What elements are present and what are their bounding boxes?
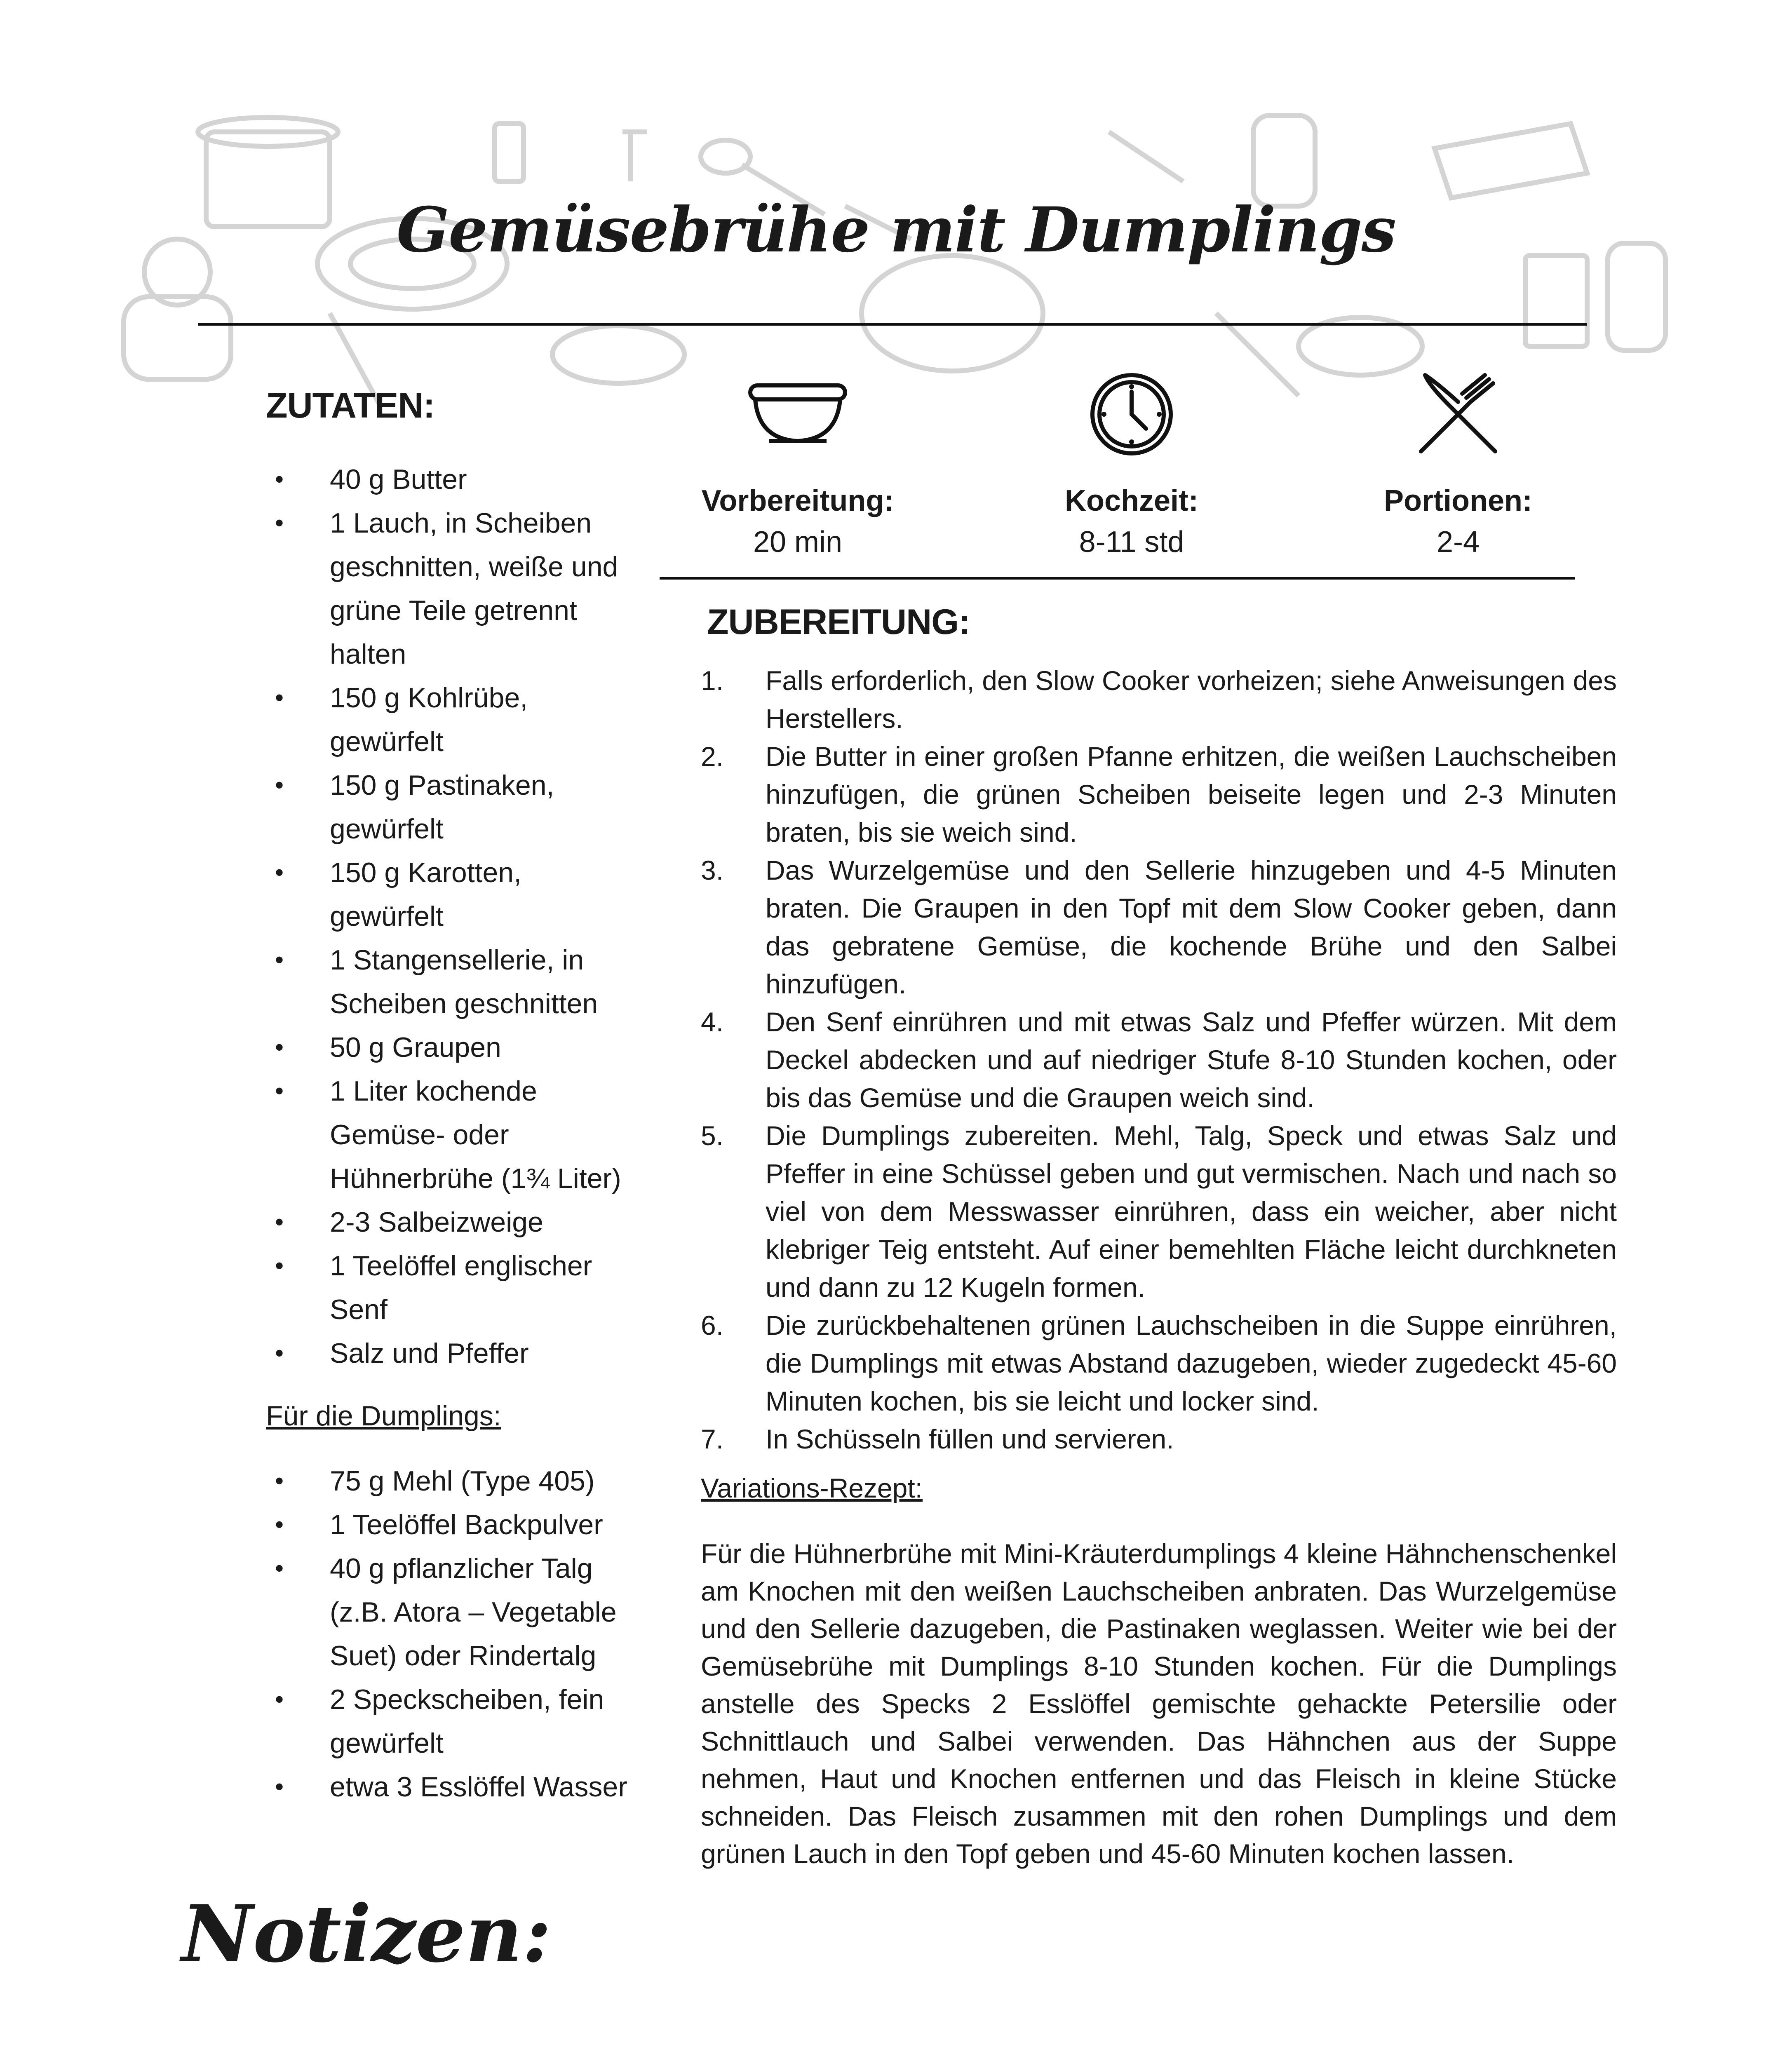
servings-block — [1334, 367, 1582, 563]
step-number: 1. — [701, 665, 724, 696]
list-item: • 2 Speckscheiben, fein gewürfelt — [266, 1678, 637, 1765]
list-item — [701, 737, 1617, 851]
list-item: • 40 g Butter — [266, 458, 637, 501]
step-number: 6. — [701, 1310, 724, 1340]
list-item: • 1 Liter kochende Gemüse- oder Hühnerbrühe (1¾ Liter) — [266, 1069, 637, 1200]
list-item: • 150 g Karotten, gewürfelt — [266, 851, 637, 938]
servings-label: Portionen: — [1384, 484, 1532, 517]
cook-value: 8-11 std — [1079, 526, 1184, 559]
list-item: • 150 g Kohlrübe, gewürfelt — [266, 676, 637, 763]
ingredients-column — [266, 458, 637, 1809]
servings-value: 2-4 — [1436, 526, 1480, 559]
variation-label: Variations-Rezept: — [701, 1473, 923, 1503]
list-item: • 1 Lauch, in Scheiben geschnitten, weiße und grüne Teile getrennt halten — [266, 501, 637, 676]
list-item — [701, 1117, 1617, 1306]
variation-text: Für die Hühnerbrühe mit Mini-Kräuterdumplings 4 kleine Hähnchenschenkel am Knochen mit den weißen Lauchscheiben anbraten. Das Wurzelgemüse und den Sellerie dazugeben, die Pastinaken weglassen. Weiter wie bei der Gemüsebrühe mit Dumplings 8-10 Stunden kochen. Für die Dumplings anstelle des Specks 2 Esslöffel gemischte gehackte Petersilie oder Schnittlauch und Salbei verwenden. Das Hähnchen aus der Suppe nehmen, Haut und Knochen entfernen und das Fleisch in kleine Stücke schneiden. Das Fleisch zusammen mit den rohen Dumplings und dem grünen Lauch in den Topf geben und 45-60 Minuten kochen lassen. — [701, 1538, 1617, 1869]
recipe-title: Gemüsebrühe mit Dumplings — [396, 194, 1396, 266]
dumplings-subheading: Für die Dumplings: — [266, 1400, 501, 1432]
list-item: • 40 g pflanzlicher Talg (z.B. Atora – Vegetable Suet) oder Rindertalg — [266, 1547, 637, 1678]
list-item: • 1 Teelöffel Backpulver — [266, 1503, 637, 1547]
list-item: • 150 g Pastinaken, gewürfelt — [266, 763, 637, 851]
bowl-icon — [674, 367, 921, 462]
list-item: • 1 Stangensellerie, in Scheiben geschnitten — [266, 938, 637, 1026]
step-text: In Schüsseln füllen und servieren. — [766, 1424, 1174, 1454]
preparation-steps — [701, 662, 1617, 1458]
list-item: • etwa 3 Esslöffel Wasser — [266, 1765, 637, 1809]
title-divider — [198, 323, 1587, 326]
list-item: • 2-3 Salbeizweige — [266, 1200, 637, 1244]
fork-knife-icon — [1334, 367, 1582, 462]
list-item: • 1 Teelöffel englischer Senf — [266, 1244, 637, 1331]
ingredients-heading: ZUTATEN: — [266, 386, 435, 425]
dumplings-ingredient-list — [266, 1459, 637, 1809]
prep-time-block — [674, 367, 921, 563]
preparation-heading: ZUBEREITUNG: — [707, 602, 970, 642]
meta-divider — [660, 577, 1575, 580]
step-text: Die Dumplings zubereiten. Mehl, Talg, Speck und etwas Salz und Pfeffer in eine Schüssel geben und gut vermischen. Nach und nach so viel von dem Messwasser einrühren, dass ein weicher, aber nicht klebriger Teig entsteht. Auf einer bemehlten Fläche leicht durchkneten und dann zu 12 Kugeln formen. — [766, 1120, 1617, 1303]
step-text: Das Wurzelgemüse und den Sellerie hinzugeben und 4-5 Minuten braten. Die Graupen in den Topf mit dem Slow Cooker geben, dann das gebratene Gemüse, die kochende Brühe und den Salbei hinzufügen. — [766, 855, 1617, 999]
list-item: • 50 g Graupen — [266, 1026, 637, 1069]
list-item: • 75 g Mehl (Type 405) — [266, 1459, 637, 1503]
list-item — [701, 1003, 1617, 1117]
step-text: Den Senf einrühren und mit etwas Salz und Pfeffer würzen. Mit dem Deckel abdecken und auf niedriger Stufe 8-10 Stunden kochen, oder bis das Gemüse und die Graupen weich sind. — [766, 1007, 1617, 1113]
cook-label: Kochzeit: — [1065, 484, 1198, 517]
list-item — [701, 662, 1617, 737]
step-number: 7. — [701, 1424, 724, 1454]
list-item: • Salz und Pfeffer — [266, 1331, 637, 1375]
clock-icon — [1008, 367, 1255, 462]
list-item — [701, 1306, 1617, 1420]
step-text: Falls erforderlich, den Slow Cooker vorheizen; siehe Anweisungen des Herstellers. — [766, 665, 1617, 734]
prep-label: Vorbereitung: — [701, 484, 894, 517]
prep-value: 20 min — [753, 526, 843, 559]
step-number: 5. — [701, 1120, 724, 1151]
ingredient-list — [266, 458, 637, 1375]
cook-time-block — [1008, 367, 1255, 563]
step-number: 3. — [701, 855, 724, 885]
list-item — [701, 851, 1617, 1003]
notes-heading: Notizen: — [181, 1888, 552, 1980]
step-number: 4. — [701, 1007, 724, 1037]
step-text: Die Butter in einer großen Pfanne erhitzen, die weißen Lauchscheiben hinzufügen, die grünen Scheiben beiseite legen und 2-3 Minuten braten, bis sie weich sind. — [766, 741, 1617, 847]
step-text: Die zurückbehaltenen grünen Lauchscheiben in die Suppe einrühren, die Dumplings mit etwas Abstand dazugeben, wieder zugedeckt 45-60 Minuten kochen, bis sie leicht und locker sind. — [766, 1310, 1617, 1416]
step-number: 2. — [701, 741, 724, 772]
list-item — [701, 1420, 1617, 1458]
